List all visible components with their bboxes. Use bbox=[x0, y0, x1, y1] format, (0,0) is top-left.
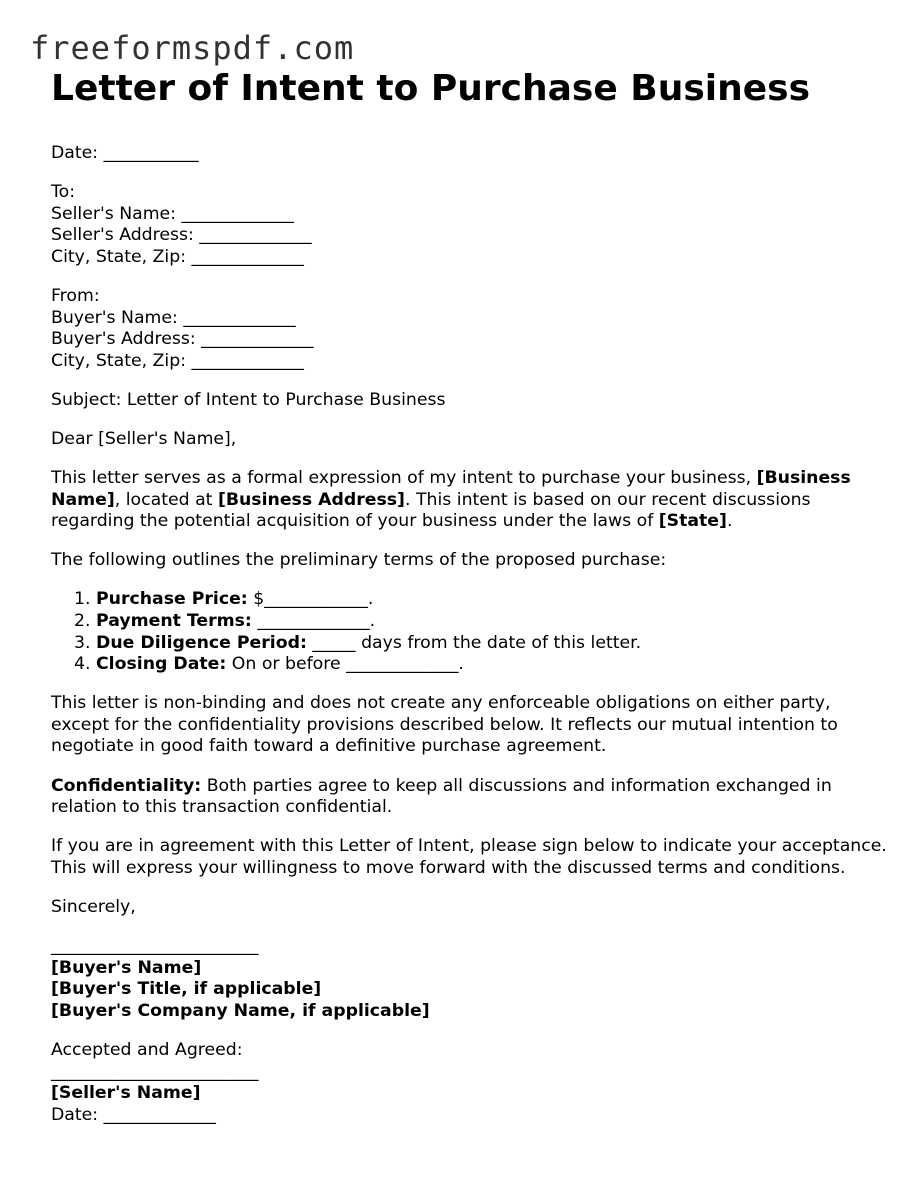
term-text: On or before _____________. bbox=[226, 654, 464, 675]
confidentiality-text: Both parties agree to keep all discussions and information exchanged in relation to this transaction confidential. bbox=[51, 775, 832, 818]
term-due-diligence bbox=[96, 633, 891, 655]
buyer-address-field: Buyer's Address: _____________ bbox=[51, 329, 314, 350]
buyer-name-placeholder: [Buyer's Name] bbox=[51, 957, 202, 978]
intro-text: , located at bbox=[114, 489, 218, 510]
terms-intro: The following outlines the preliminary terms of the proposed purchase: bbox=[51, 550, 667, 571]
buyer-signature-line: ________________________ bbox=[51, 936, 259, 957]
sender-block bbox=[51, 286, 891, 372]
seller-name-placeholder: [Seller's Name] bbox=[51, 1083, 201, 1104]
intro-text: . bbox=[726, 511, 733, 532]
buyer-title-placeholder: [Buyer's Title, if applicable] bbox=[51, 979, 322, 1000]
seller-acceptance-block bbox=[51, 1040, 891, 1126]
term-purchase-price bbox=[96, 589, 891, 611]
term-text: _____________. bbox=[251, 611, 376, 631]
seller-name-field: Seller's Name: _____________ bbox=[51, 203, 294, 224]
nonbinding-paragraph: This letter is non-binding and does not create any enforceable obligations on either party, except for the confidentiality provisions described below. It reflects our mutual intention to negotiate in good faith toward a definitive purchase agreement. bbox=[51, 693, 838, 757]
term-label: Closing Date: bbox=[96, 654, 227, 675]
terms-list bbox=[51, 589, 891, 675]
buyer-signature-block bbox=[51, 936, 891, 1022]
term-closing-date bbox=[96, 654, 891, 676]
seller-signature-line: ________________________ bbox=[51, 1061, 259, 1082]
buyer-city-field: City, State, Zip: _____________ bbox=[51, 350, 304, 371]
business-name-placeholder: [Business Name] bbox=[51, 468, 851, 510]
seller-city-field: City, State, Zip: _____________ bbox=[51, 246, 304, 267]
term-label: Purchase Price: bbox=[96, 589, 248, 610]
subject-line: Subject: Letter of Intent to Purchase Business bbox=[51, 389, 446, 410]
intro-text: This letter serves as a formal expression of my intent to purchase your business, bbox=[51, 468, 757, 489]
agreement-paragraph: If you are in agreement with this Letter of Intent, please sign below to indicate your acceptance. This will express your willingness to move forward with the discussed terms and conditions. bbox=[51, 836, 887, 878]
term-payment-terms bbox=[96, 611, 891, 633]
term-text: $____________. bbox=[247, 589, 374, 610]
closing-line: Sincerely, bbox=[51, 896, 136, 917]
date-field: Date: ___________ bbox=[51, 143, 199, 163]
document-page bbox=[51, 68, 891, 1126]
sender-heading: From: bbox=[51, 285, 100, 306]
letter-body bbox=[51, 143, 891, 1126]
term-text: _____ days from the date of this letter. bbox=[306, 632, 642, 653]
watermark: freeformspdf.com bbox=[30, 29, 355, 67]
confidentiality-label: Confidentiality: bbox=[51, 775, 202, 796]
intro-paragraph bbox=[51, 468, 891, 533]
recipient-block bbox=[51, 182, 891, 268]
seller-date-field: Date: _____________ bbox=[51, 1104, 216, 1125]
buyer-name-field: Buyer's Name: _____________ bbox=[51, 307, 296, 328]
state-placeholder: [State] bbox=[658, 511, 727, 532]
accepted-heading: Accepted and Agreed: bbox=[51, 1039, 243, 1060]
buyer-company-placeholder: [Buyer's Company Name, if applicable] bbox=[51, 1000, 430, 1021]
intro-text: . This intent is based on our recent discussions regarding the potential acquisition of your business under the laws of bbox=[51, 489, 811, 532]
confidentiality-paragraph bbox=[51, 776, 891, 819]
document-title: Letter of Intent to Purchase Business bbox=[51, 68, 811, 109]
seller-address-field: Seller's Address: _____________ bbox=[51, 225, 312, 246]
salutation: Dear [Seller's Name], bbox=[51, 428, 237, 449]
term-label: Due Diligence Period: bbox=[96, 632, 307, 653]
recipient-heading: To: bbox=[51, 182, 76, 203]
term-label: Payment Terms: bbox=[96, 611, 252, 631]
business-address-placeholder: [Business Address] bbox=[217, 489, 405, 510]
